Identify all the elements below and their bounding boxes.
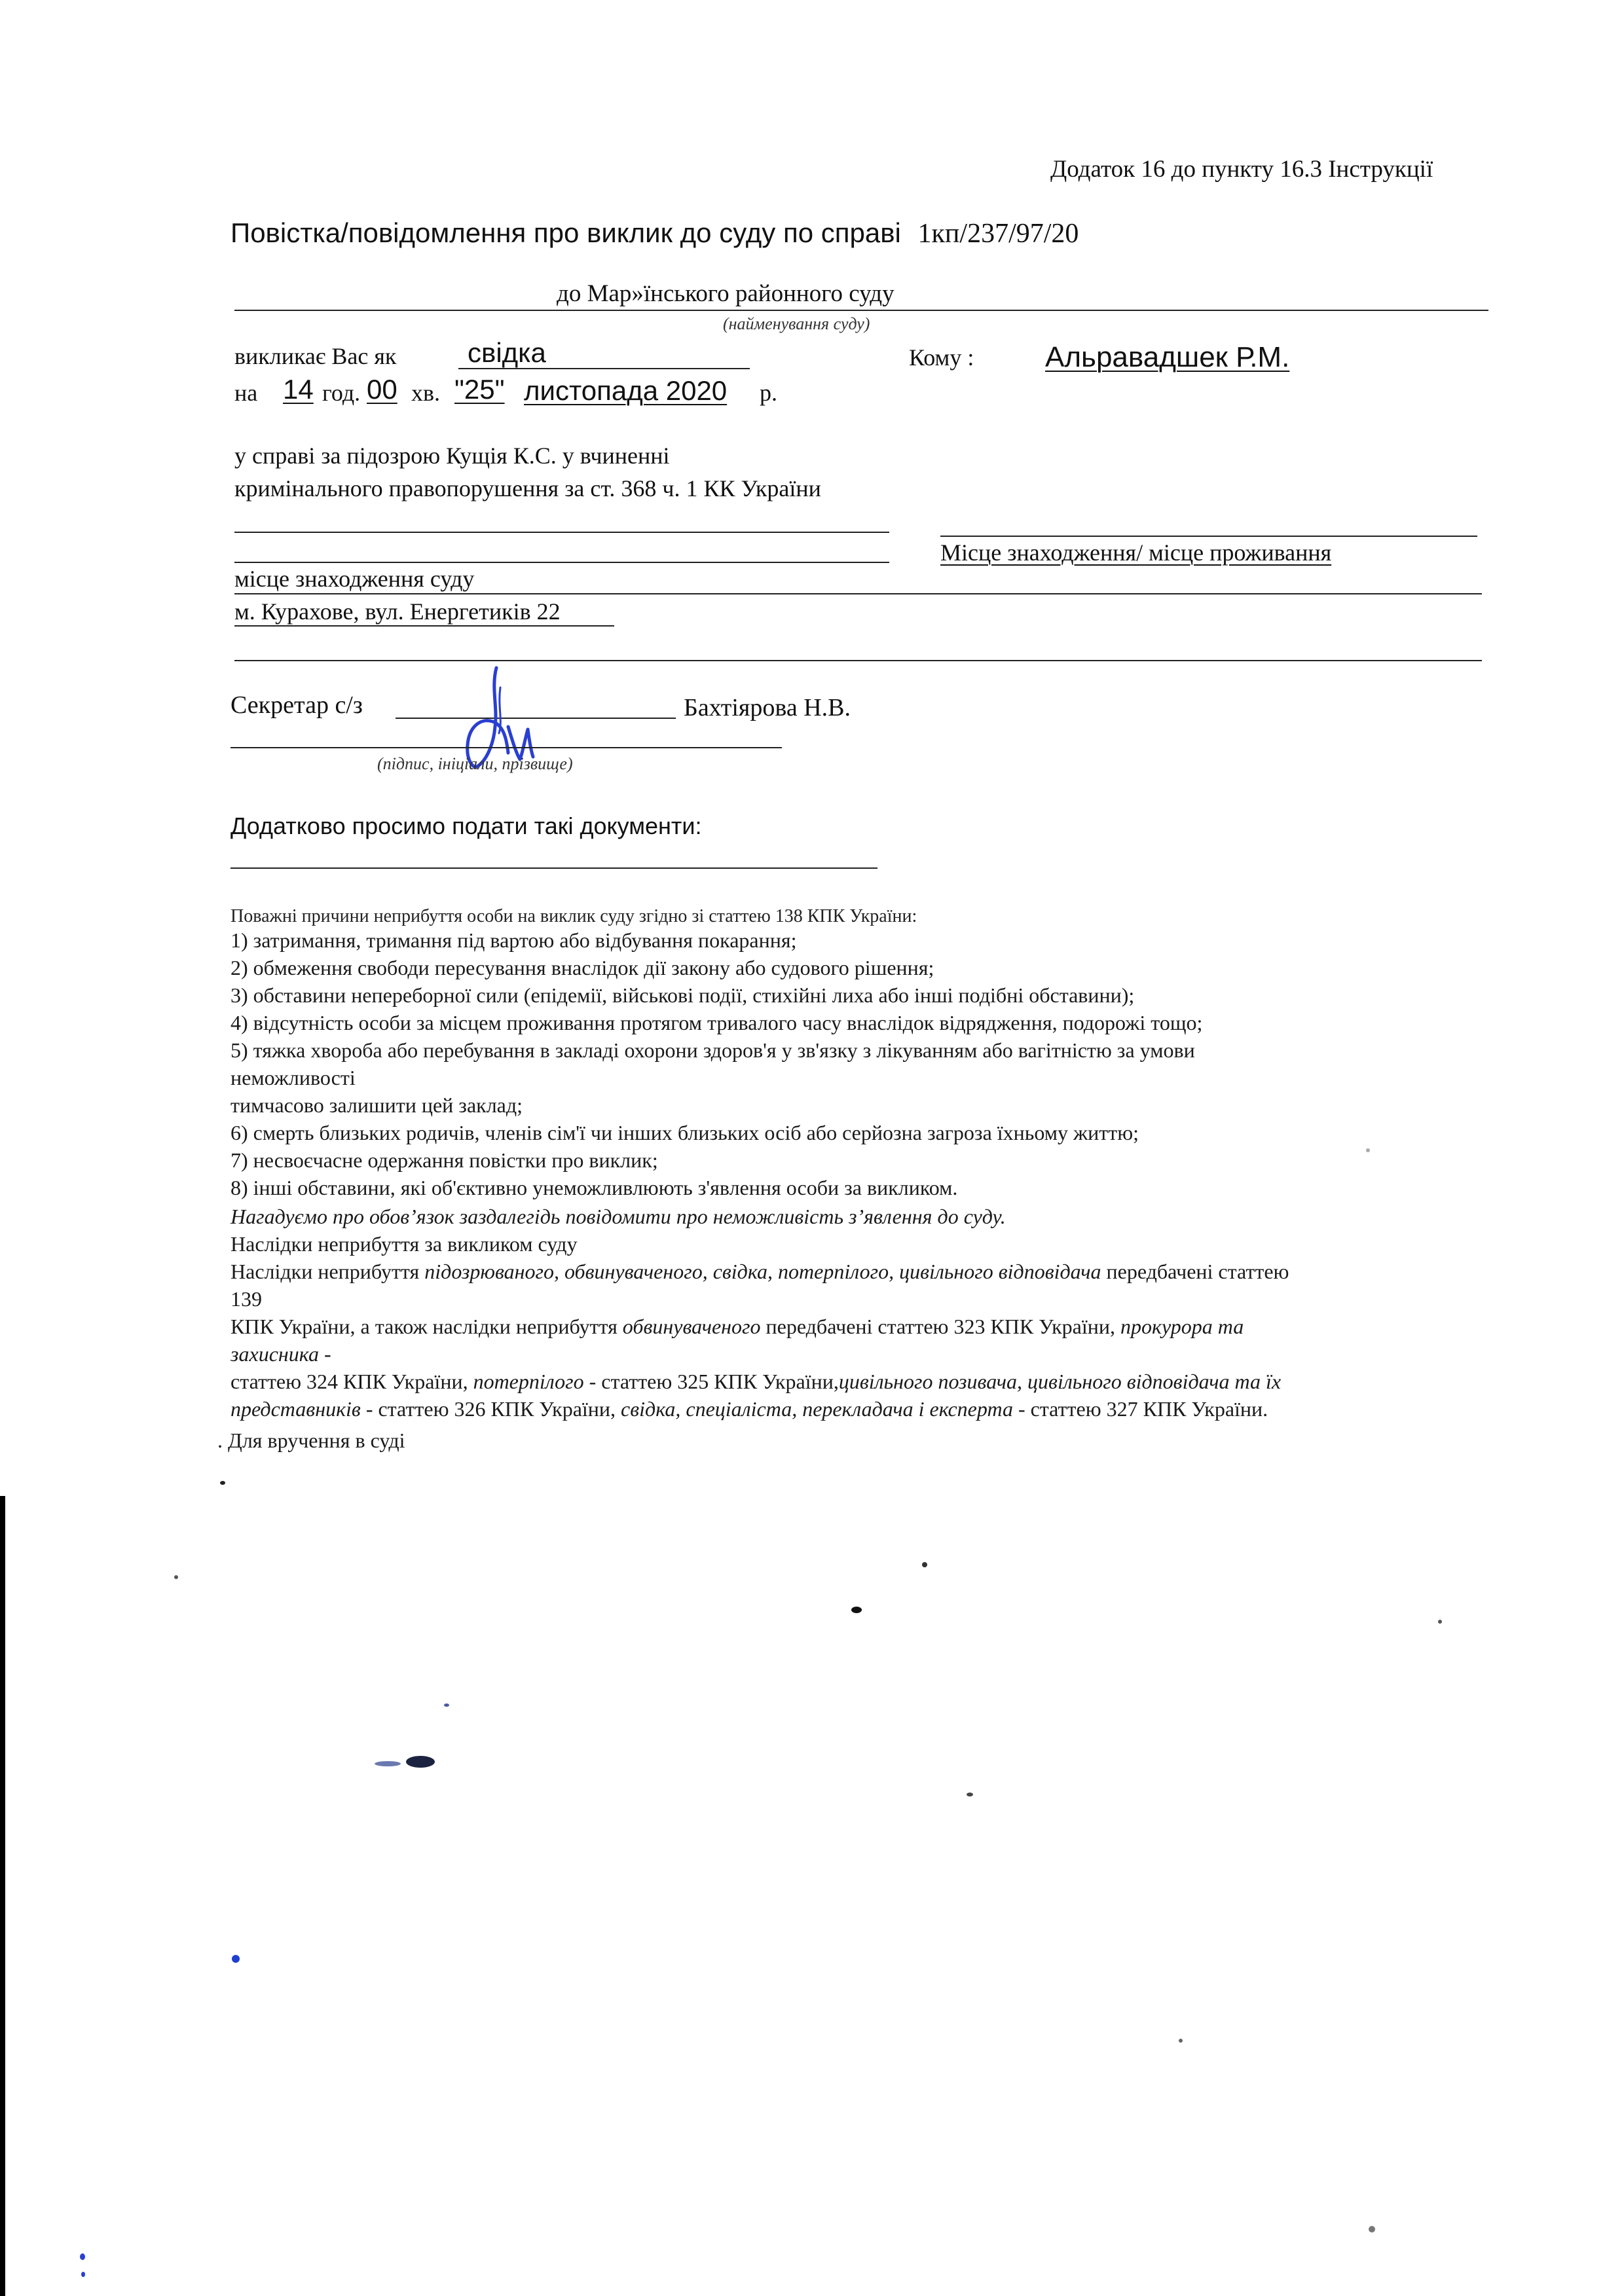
reason-item: 8) інші обставини, які об'єктивно унеможливлюють з'явлення особи за викликом. xyxy=(231,1176,958,1199)
reason-item: 4) відсутність особи за місцем проживання протягом тривалого часу внаслідок відрядження, подорожі тощо; xyxy=(231,1011,1203,1034)
year-suffix: р. xyxy=(760,380,777,406)
minute-label: хв. xyxy=(411,380,440,406)
reason-item: 3) обставини непереборної сили (епідемії, військові події, стихійні лиха або інші подібні обставини); xyxy=(231,983,1135,1007)
court-location-label: місце знаходження суду xyxy=(234,566,475,592)
summons-title xyxy=(231,219,1079,247)
consequences-text: - статтею 325 КПК України, xyxy=(583,1370,839,1393)
scan-speck xyxy=(922,1562,927,1567)
reason-item: 1) затримання, тримання під вартою або відбування покарання; xyxy=(231,928,797,952)
reason-item: 2) обмеження свободи пересування внаслідок дії закону або судового рішення; xyxy=(231,956,934,979)
court-name: до Мар»їнського районного суду xyxy=(557,280,895,307)
reason-item: 5) тяжка хвороба або перебування в закладі охорони здоров'я у зв'язку з лікуванням або вагітністю за умови xyxy=(231,1038,1195,1062)
consequences-text: - статтею 327 КПК України. xyxy=(1012,1397,1268,1421)
blank-rule-4 xyxy=(234,660,1482,661)
signature-caption: (підпис, ініціали, прізвище) xyxy=(377,754,573,773)
day-value: "25" xyxy=(454,374,505,405)
recipient-name: Альравадшек Р.М. xyxy=(1045,341,1290,373)
reminder-text: Нагадуємо про обов’язок заздалегідь повідомити про неможливість з’явлення до суду. xyxy=(231,1205,1006,1228)
scan-speck xyxy=(232,1955,240,1963)
consequences-party: свідка, спеціаліста, перекладача і експерта xyxy=(621,1397,1013,1421)
delivery-note: . Для вручення в суді xyxy=(217,1429,405,1452)
documents-label: Додатково просимо подати такі документи: xyxy=(231,812,702,839)
consequences-party: цивільного позивача, цивільного відповідача та їх xyxy=(838,1370,1282,1393)
court-location-rule xyxy=(234,593,1482,594)
scan-edge-mark xyxy=(0,1496,5,2296)
scan-speck xyxy=(1438,1620,1442,1624)
signature-caption-rule xyxy=(231,747,782,748)
reason-item: тимчасово залишити цей заклад; xyxy=(231,1093,523,1117)
consequences-text: статтею 324 КПК України, xyxy=(231,1370,473,1393)
consequences-parties: підозрюваного, обвинуваченого, свідка, потерпілого, цивільного відповідача xyxy=(424,1260,1101,1283)
scan-speck xyxy=(851,1607,862,1613)
consequences-line-4: захисника - xyxy=(231,1342,331,1366)
consequences-line-5 xyxy=(231,1371,1281,1392)
scan-speck xyxy=(406,1756,435,1768)
reason-item: 6) смерть близьких родичів, членів сім'ї чи інших близьких осіб або серйозна загроза їхньому життю; xyxy=(231,1121,1139,1144)
role-rule xyxy=(458,368,750,369)
reasons-heading: Поважні причини неприбуття особи на виклик суду згідно зі статтею 138 КПК України: xyxy=(231,906,917,926)
consequences-line-1 xyxy=(231,1261,1289,1282)
calls-as-label: викликає Вас як xyxy=(234,343,397,369)
blank-rule-3 xyxy=(234,562,889,563)
minute-value: 00 xyxy=(367,374,397,405)
secretary-name: Бахтіярова Н.В. xyxy=(684,694,851,721)
on-label: на xyxy=(234,380,258,406)
role-value: свідка xyxy=(468,337,546,368)
consequences-text: передбачені статтею xyxy=(1101,1260,1289,1283)
consequences-party: потерпілого xyxy=(473,1370,584,1393)
consequences-heading: Наслідки неприбуття за викликом суду xyxy=(231,1232,578,1256)
case-number: 1кп/237/97/20 xyxy=(917,219,1079,249)
residence-label: Місце знаходження/ місце проживання xyxy=(940,539,1332,566)
consequences-line-3 xyxy=(231,1316,1244,1337)
month-year-value: листопада 2020 xyxy=(524,375,728,406)
consequences-text: передбачені статтею 323 КПК України, xyxy=(760,1315,1120,1338)
hour-value: 14 xyxy=(283,374,314,405)
consequences-text: - статтею 326 КПК України, xyxy=(360,1397,621,1421)
consequences-party: прокурора та xyxy=(1120,1315,1244,1338)
scan-speck xyxy=(1179,2039,1183,2043)
consequences-line-6 xyxy=(231,1398,1268,1419)
reason-item: неможливості xyxy=(231,1066,356,1089)
secretary-label: Секретар с/з xyxy=(231,691,363,719)
scan-speck xyxy=(81,2272,85,2277)
court-name-caption: (найменування суду) xyxy=(723,314,870,333)
scan-speck xyxy=(80,2253,85,2260)
scan-speck xyxy=(174,1575,178,1579)
hour-label: год. xyxy=(322,380,361,406)
consequences-line-2: 139 xyxy=(231,1287,262,1311)
consequences-party: представників xyxy=(231,1397,361,1421)
scan-speck xyxy=(220,1481,225,1485)
documents-rule xyxy=(231,867,877,869)
summons-title-text: Повістка/повідомлення про виклик до суду по справі xyxy=(231,217,901,248)
court-address: м. Курахове, вул. Енергетиків 22 xyxy=(234,598,561,625)
consequences-party: обвинуваченого xyxy=(622,1315,761,1338)
consequences-text: Наслідки неприбуття xyxy=(231,1260,425,1283)
scan-speck xyxy=(1369,2226,1375,2232)
scan-speck xyxy=(375,1761,401,1766)
to-label: Кому : xyxy=(909,344,974,371)
appendix-reference: Додаток 16 до пункту 16.3 Інструкції xyxy=(1050,156,1433,183)
consequences-text: КПК України, а також наслідки неприбуття xyxy=(231,1315,623,1338)
court-name-rule xyxy=(234,310,1488,311)
blank-rule-1 xyxy=(234,532,889,533)
reason-item: 7) несвоєчасне одержання повістки про виклик; xyxy=(231,1148,658,1172)
address-rule xyxy=(234,625,614,627)
case-line-2: кримінального правопорушення за ст. 368 ч. 1 КК України xyxy=(234,475,821,501)
scan-speck xyxy=(1366,1148,1370,1152)
case-line-1: у справі за підозрою Кущія К.С. у вчиненні xyxy=(234,443,670,469)
scan-speck xyxy=(967,1793,973,1796)
blank-rule-2 xyxy=(940,536,1477,537)
scan-speck xyxy=(444,1704,449,1707)
